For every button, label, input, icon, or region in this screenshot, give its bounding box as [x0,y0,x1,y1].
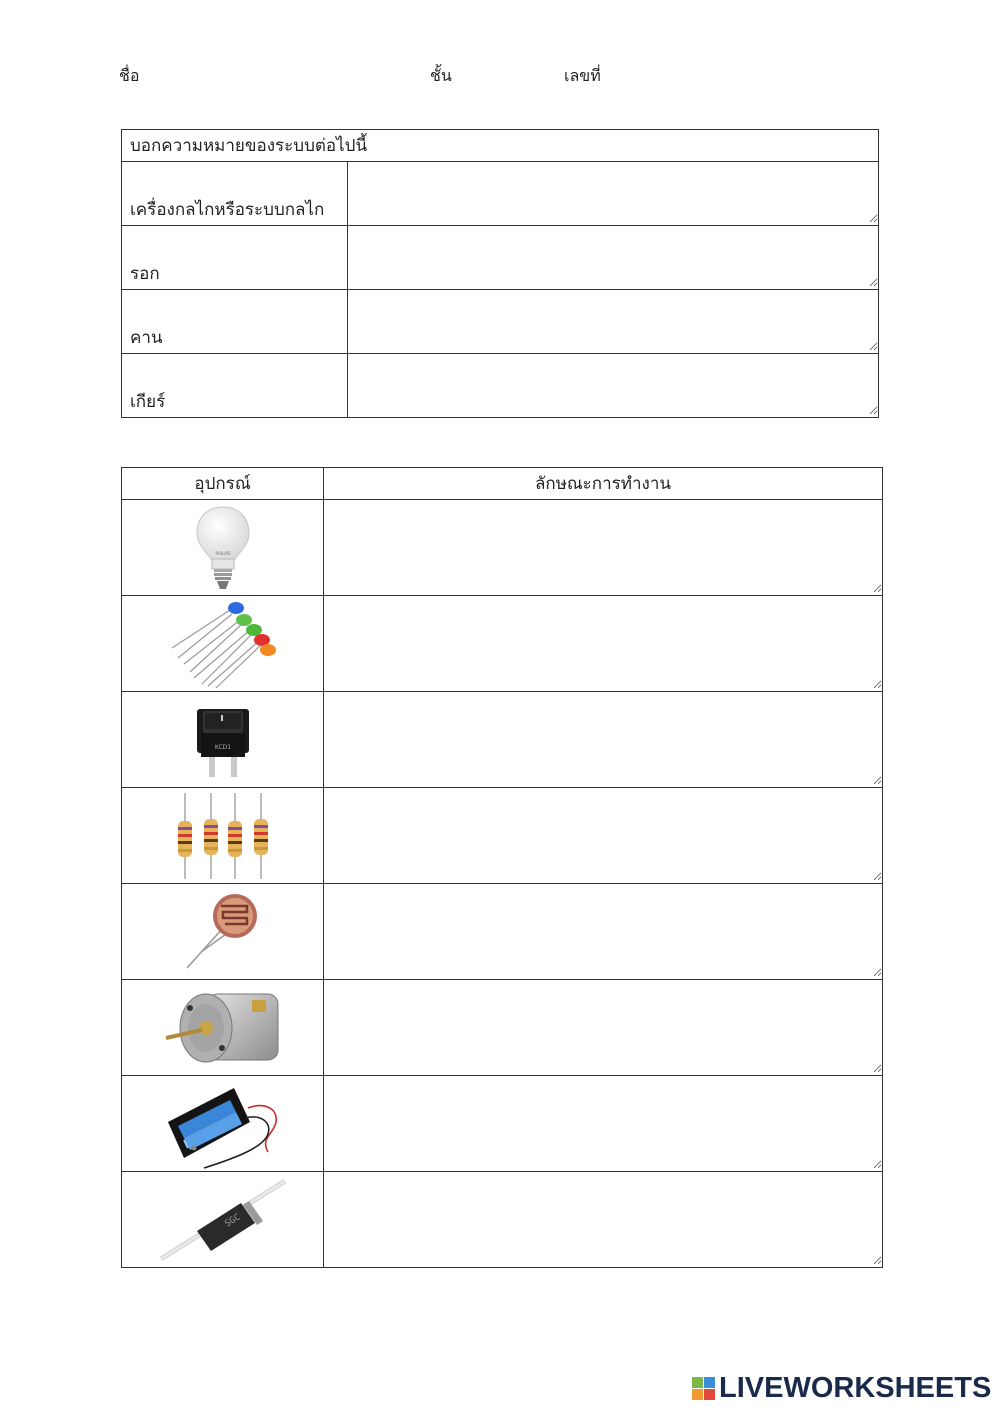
function-answer-input[interactable] [324,1074,882,1169]
number-input[interactable] [605,60,689,89]
class-input[interactable] [460,60,559,89]
function-answer-input[interactable] [324,978,882,1073]
function-answer-cell [324,788,883,884]
device-image-cell [122,692,324,788]
function-answer-input[interactable] [324,882,882,977]
definition-answer-cell [348,226,879,290]
ldr-icon [183,890,263,974]
dc-motor-icon [162,982,284,1074]
function-answer-cell [324,884,883,980]
function-answer-cell [324,1172,883,1268]
function-answer-input[interactable] [324,594,882,689]
device-image-cell [122,596,324,692]
name-input[interactable] [145,60,419,89]
device-column-header: อุปกรณ์ [122,468,324,500]
function-answer-cell [324,980,883,1076]
battery-holder-icon [164,1078,282,1170]
definition-answer-cell [348,290,879,354]
definition-answer-input[interactable] [348,352,878,415]
definitions-title: บอกความหมายของระบบต่อไปนี้ [122,130,879,162]
function-answer-input[interactable] [324,498,882,593]
device-image-cell [122,500,324,596]
function-answer-cell [324,1076,883,1172]
svg-text:PHILIPS: PHILIPS [215,550,230,556]
logo-text: LIVEWORKSHEETS [719,1372,992,1404]
definition-label: เกียร์ [122,354,348,418]
svg-text:KCD1: KCD1 [214,743,231,751]
device-image-cell [122,1076,324,1172]
definition-answer-input[interactable] [348,288,878,351]
device-image-cell [122,1172,324,1268]
device-image-cell [122,980,324,1076]
function-answer-input[interactable] [324,786,882,881]
devices-table [121,467,883,1268]
name-label: ชื่อ [119,66,140,85]
resistor-icon [171,789,275,883]
device-image-cell [122,884,324,980]
rocker-switch-icon [191,695,255,785]
function-answer-cell [324,596,883,692]
definition-answer-input[interactable] [348,160,878,223]
definitions-table [121,129,879,418]
liveworksheets-logo [692,1372,991,1405]
definition-label: รอก [122,226,348,290]
function-answer-input[interactable] [324,690,882,785]
function-answer-cell [324,692,883,788]
diode-icon [159,1175,287,1265]
logo-mark-icon [692,1377,715,1400]
definition-label: เครื่องกลไกหรือระบบกลไก [122,162,348,226]
definition-answer-input[interactable] [348,224,878,287]
definition-answer-cell [348,354,879,418]
device-image-cell [122,788,324,884]
definition-label: คาน [122,290,348,354]
function-answer-cell [324,500,883,596]
number-label: เลขที่ [564,66,601,85]
class-label: ชั้น [430,66,452,85]
definition-answer-cell [348,162,879,226]
function-answer-input[interactable] [324,1170,882,1265]
function-column-header: ลักษณะการทำงาน [324,468,883,500]
led-icon [164,598,282,690]
svg-text:SGC: SGC [222,1211,242,1230]
light-bulb-icon [193,503,253,593]
